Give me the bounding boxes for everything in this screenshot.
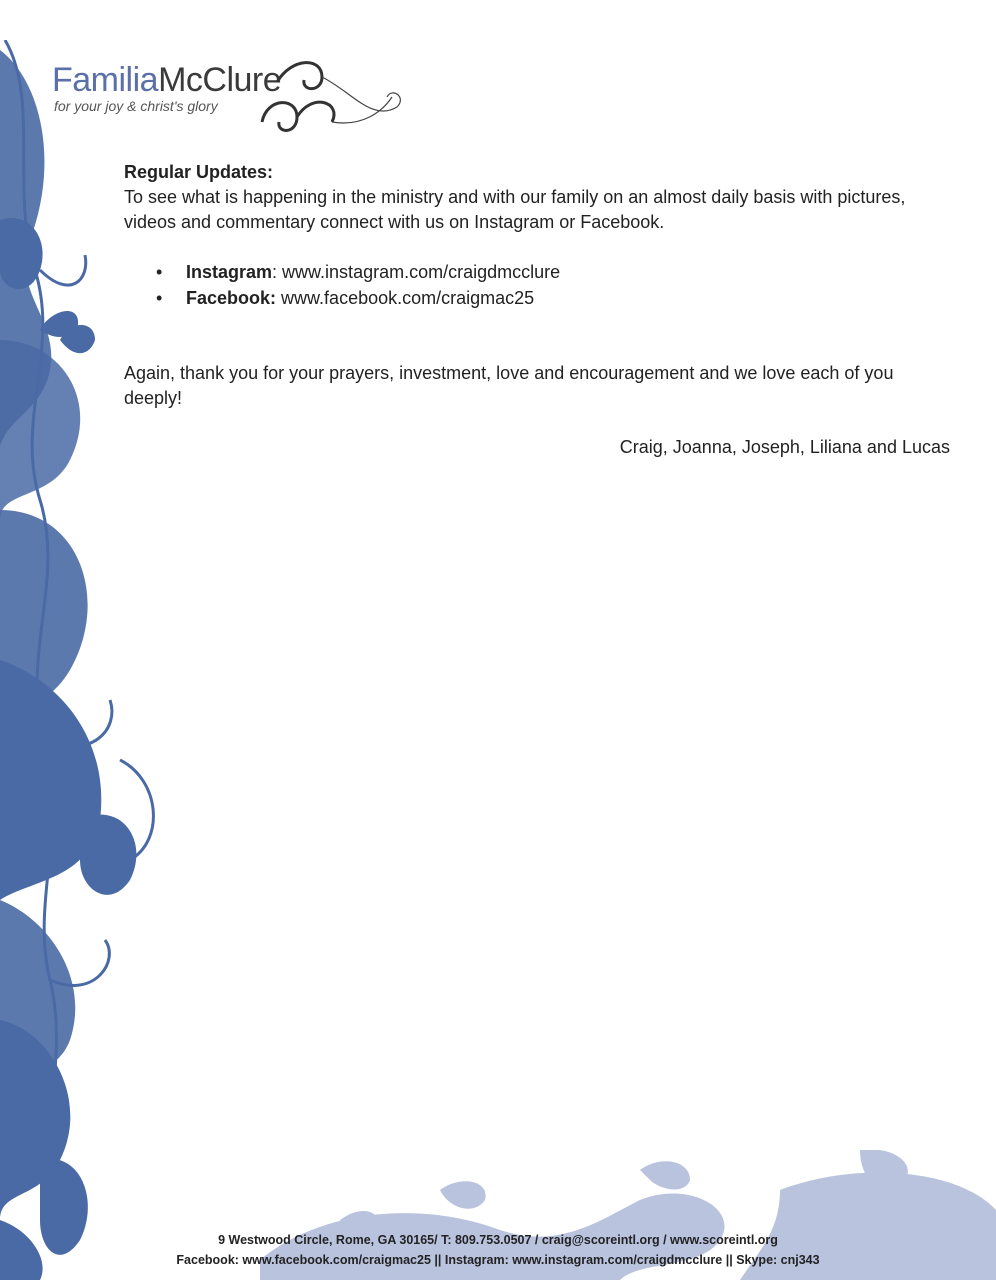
logo-tagline: for your joy & christ's glory — [54, 98, 218, 114]
closing-paragraph: Again, thank you for your prayers, investment, love and encouragement and we love each of you deeply! — [124, 363, 894, 408]
list-item-facebook — [156, 285, 954, 311]
logo-title-mcclure: McClure — [158, 61, 282, 99]
list-item-instagram — [156, 259, 954, 285]
signature: Craig, Joanna, Joseph, Liliana and Lucas — [619, 437, 950, 457]
social-links-list — [124, 259, 954, 311]
logo-title-familia: Familia — [52, 61, 159, 99]
letter-footer — [0, 1230, 996, 1270]
intro-paragraph: To see what is happening in the ministry and with our family on an almost daily basis with pictures, videos and commentary connect with us on Instagram or Facebook. — [124, 187, 906, 232]
letterhead-logo — [52, 52, 372, 142]
instagram-separator: : — [272, 262, 283, 282]
instagram-label: Instagram — [186, 262, 273, 282]
logo-swirl-icon — [222, 52, 402, 142]
facebook-link[interactable]: www.facebook.com/craigmac25 — [281, 288, 535, 308]
bullet-icon: • — [156, 262, 163, 282]
footer-social-line: Facebook: www.facebook.com/craigmac25 || Instagram: www.instagram.com/craigdmcclure || Skype: cnj343 — [176, 1253, 820, 1267]
letter-body — [124, 160, 954, 460]
instagram-link[interactable]: www.instagram.com/craigdmcclure — [282, 262, 561, 282]
facebook-label: Facebook: — [186, 288, 277, 308]
section-heading: Regular Updates: — [124, 162, 274, 182]
bullet-icon: • — [156, 288, 163, 308]
footer-contact-line: 9 Westwood Circle, Rome, GA 30165/ T: 809.753.0507 / craig@scoreintl.org / www.scoreintl.org — [218, 1233, 778, 1247]
